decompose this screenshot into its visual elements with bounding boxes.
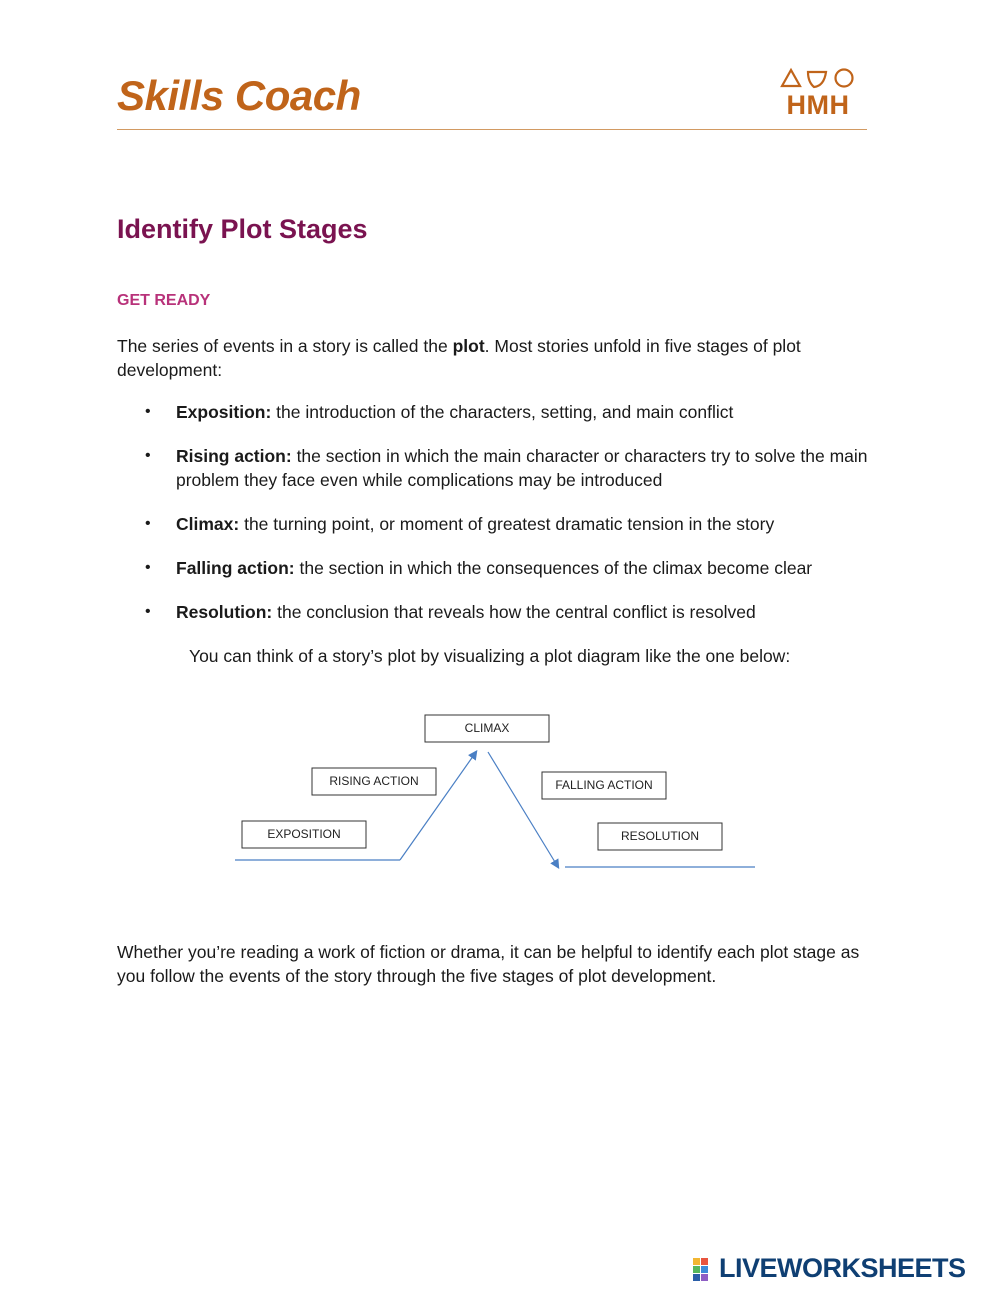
climax-box (425, 715, 549, 742)
bullet-icon: • (145, 403, 151, 420)
stage-description: the introduction of the characters, setting, and main conflict (271, 402, 734, 422)
page-title: Identify Plot Stages (117, 214, 368, 244)
stage-term: Exposition: (176, 402, 272, 422)
intro-text-before: The series of events in a story is called the (117, 336, 453, 356)
rising-action-box (312, 768, 436, 795)
intro-text-after: . Most stories unfold in five stages of plot development: (117, 336, 801, 380)
stage-description: the turning point, or moment of greatest dramatic tension in the story (239, 514, 775, 534)
watermark-text: LIVEWORKSHEETS (719, 1253, 966, 1283)
logo-text: HMH (786, 90, 850, 120)
liveworksheets-logo-icon (693, 1258, 717, 1282)
list-item (117, 512, 877, 536)
exposition-label: EXPOSITION (267, 827, 341, 841)
section-label: GET READY (117, 292, 211, 309)
closing-paragraph: Whether you’re reading a work of fiction or drama, it can be helpful to identify each plot stage as you follow the events of the story through the five stages of plot development. (117, 942, 860, 986)
exposition-box (242, 821, 366, 848)
falling-arrow (488, 752, 558, 867)
stage-term: Falling action: (176, 558, 295, 578)
list-item (117, 600, 877, 624)
falling-action-label: FALLING ACTION (555, 778, 653, 792)
falling-action-box (542, 772, 666, 799)
list-item (117, 444, 877, 492)
stage-term: Climax: (176, 514, 240, 534)
stage-description: the section in which the main character or characters try to solve the main problem they face even while complications may be introduced (176, 446, 868, 490)
stage-term: Resolution: (176, 602, 273, 622)
intro-paragraph (117, 334, 877, 382)
bullet-icon: • (145, 515, 151, 532)
climax-label: CLIMAX (464, 721, 510, 735)
bullet-icon: • (145, 447, 151, 464)
list-item (117, 400, 877, 424)
list-item (117, 556, 877, 580)
hmh-logo (778, 66, 858, 122)
intro-term: plot (452, 336, 485, 356)
plot-stages-list (117, 400, 877, 644)
brand-title: Skills Coach (117, 72, 361, 119)
resolution-box (598, 823, 722, 850)
bullet-icon: • (145, 603, 151, 620)
diagram-intro: You can think of a story’s plot by visualizing a plot diagram like the one below: (189, 646, 791, 666)
stage-description: the conclusion that reveals how the central conflict is resolved (272, 602, 756, 622)
header-divider (117, 129, 867, 130)
stage-description: the section in which the consequences of the climax become clear (294, 558, 813, 578)
resolution-label: RESOLUTION (620, 829, 700, 843)
bullet-icon: • (145, 559, 151, 576)
plot-diagram (230, 710, 770, 880)
rising-action-label: RISING ACTION (329, 774, 419, 788)
stage-term: Rising action: (176, 446, 292, 466)
